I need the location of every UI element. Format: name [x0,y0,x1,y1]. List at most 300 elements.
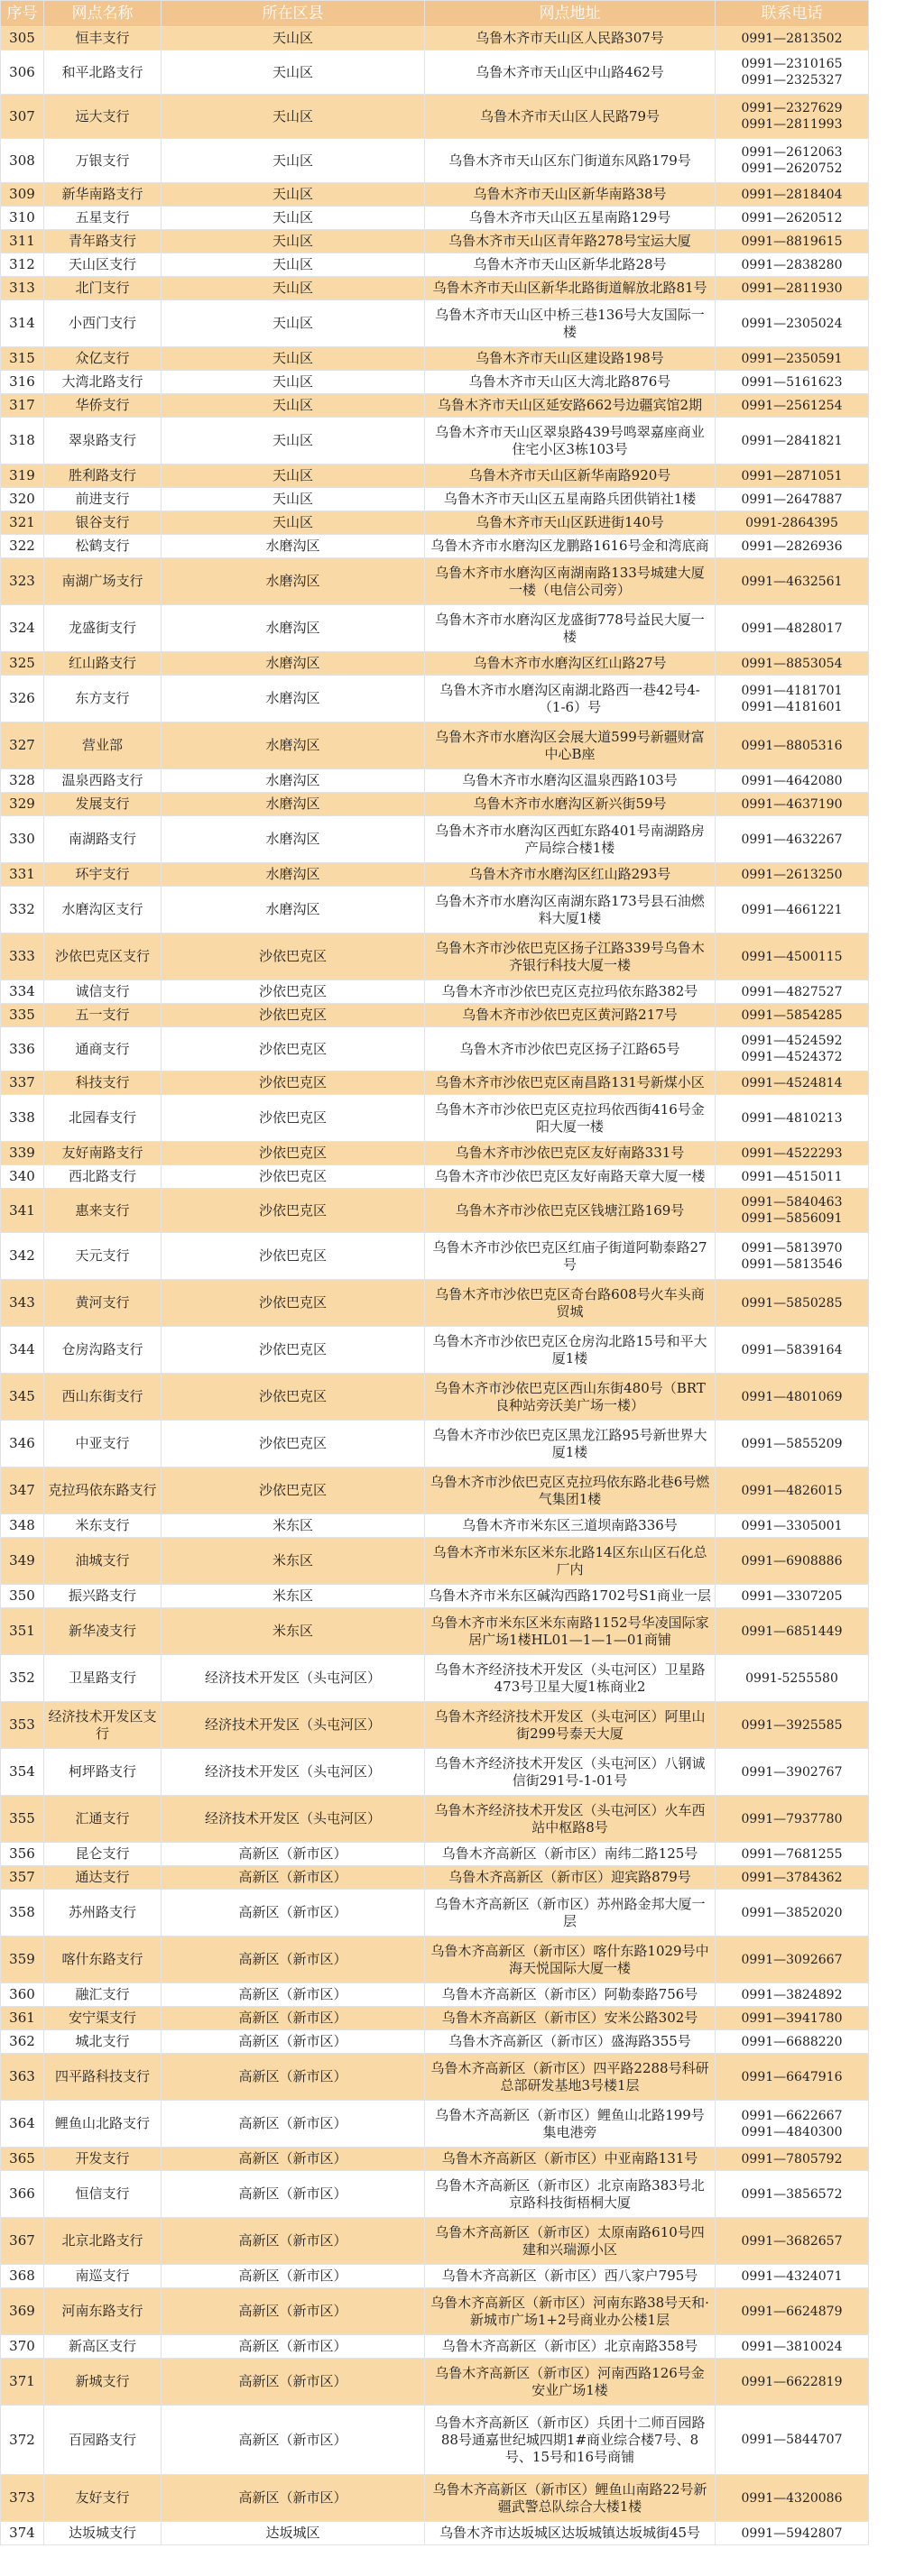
table-row [1,605,869,652]
row-index: 349 [1,1538,44,1585]
branch-name: 沙依巴克区支行 [44,934,162,980]
district: 天山区 [162,139,425,183]
row-index: 326 [1,676,44,722]
row-index: 365 [1,2148,44,2171]
table-row [1,1165,869,1189]
branch-name: 和平北路支行 [44,51,162,95]
address: 乌鲁木齐市天山区翠泉路439号鸣翠嘉座商业住宅小区3栋103号 [425,418,716,465]
branch-name: 油城支行 [44,1538,162,1585]
phone: 0991—4637190 [716,793,869,816]
branch-name: 汇通支行 [44,1796,162,1843]
branch-name: 发展支行 [44,793,162,816]
address: 乌鲁木齐市天山区新华北路街道解放北路81号 [425,277,716,300]
table-row [1,1796,869,1843]
address: 乌鲁木齐高新区（新市区）安米公路302号 [425,2007,716,2030]
table-row [1,230,869,253]
district: 沙依巴克区 [162,1189,425,1233]
row-index: 322 [1,535,44,558]
branch-name: 新城支行 [44,2359,162,2406]
address: 乌鲁木齐市沙依巴克区黑龙江路95号新世界大厦1楼 [425,1421,716,1467]
address: 乌鲁木齐市水磨沟区南湖北路西一巷42号4-（1-6）号 [425,676,716,722]
row-index: 341 [1,1189,44,1233]
address: 乌鲁木齐市沙依巴克区克拉玛依东路382号 [425,980,716,1004]
phone: 0991—4828017 [716,605,869,652]
phone: 0991—2647887 [716,488,869,511]
row-index: 359 [1,1937,44,1983]
phone: 0991—5854285 [716,1004,869,1027]
district: 高新区（新市区） [162,2359,425,2406]
branch-name: 达坂城支行 [44,2522,162,2545]
district: 天山区 [162,277,425,300]
table-row [1,465,869,488]
district: 水磨沟区 [162,605,425,652]
address: 乌鲁木齐高新区（新市区）南纬二路125号 [425,1843,716,1866]
branch-name: 温泉西路支行 [44,769,162,793]
phone: 0991—6622819 [716,2359,869,2406]
address: 乌鲁木齐市天山区东门街道东风路179号 [425,139,716,183]
address: 乌鲁木齐市水磨沟区会展大道599号新疆财富中心B座 [425,722,716,769]
phone: 0991—3305001 [716,1514,869,1538]
district: 达坂城区 [162,2522,425,2545]
table-row [1,1004,869,1027]
district: 天山区 [162,347,425,371]
district: 米东区 [162,1514,425,1538]
district: 沙依巴克区 [162,1233,425,1280]
table-row [1,1655,869,1702]
district: 沙依巴克区 [162,1421,425,1467]
district: 高新区（新市区） [162,2406,425,2475]
branch-name: 喀什东路支行 [44,1937,162,1983]
district: 沙依巴克区 [162,1004,425,1027]
address: 乌鲁木齐高新区（新市区）鲤鱼山北路199号集电港旁 [425,2101,716,2148]
table-row [1,51,869,95]
district: 高新区（新市区） [162,1937,425,1983]
address: 乌鲁木齐市沙依巴克区扬子江路339号乌鲁木齐银行科技大厦一楼 [425,934,716,980]
row-index: 311 [1,230,44,253]
row-index: 323 [1,558,44,605]
address: 乌鲁木齐市水磨沟区南湖南路133号城建大厦一楼（电信公司旁） [425,558,716,605]
row-index: 305 [1,27,44,51]
address: 乌鲁木齐市天山区大湾北路876号 [425,371,716,394]
district: 天山区 [162,300,425,347]
branch-name: 开发支行 [44,2148,162,2171]
phone: 0991—8819615 [716,230,869,253]
district: 天山区 [162,394,425,418]
row-index: 374 [1,2522,44,2545]
header-branch-name: 网点名称 [44,1,162,27]
branch-name: 中亚支行 [44,1421,162,1467]
district: 沙依巴克区 [162,1095,425,1142]
table-row [1,1142,869,1165]
address: 乌鲁木齐市沙依巴克区友好南路331号 [425,1142,716,1165]
table-row [1,2288,869,2335]
row-index: 308 [1,139,44,183]
phone: 0991—2818404 [716,183,869,207]
address: 乌鲁木齐高新区（新市区）阿勒泰路756号 [425,1983,716,2007]
address: 乌鲁木齐高新区（新市区）兵团十二师百园路88号通嘉世纪城四期1#商业综合楼7号、8号、15号和16号商铺 [425,2406,716,2475]
phone: 0991—2612063 0991—2620752 [716,139,869,183]
row-index: 306 [1,51,44,95]
district: 天山区 [162,27,425,51]
table-row [1,1538,869,1585]
row-index: 370 [1,2335,44,2359]
district: 沙依巴克区 [162,1327,425,1374]
branch-name: 北园春支行 [44,1095,162,1142]
district: 沙依巴克区 [162,1165,425,1189]
address: 乌鲁木齐市水磨沟区新兴街59号 [425,793,716,816]
row-index: 321 [1,511,44,535]
district: 天山区 [162,488,425,511]
address: 乌鲁木齐高新区（新市区）四平路2288号科研总部研发基地3号楼1层 [425,2054,716,2101]
row-index: 314 [1,300,44,347]
row-index: 356 [1,1843,44,1866]
district: 天山区 [162,418,425,465]
branch-name: 卫星路支行 [44,1655,162,1702]
address: 乌鲁木齐市米东区米东南路1152号华凌国际家居广场1楼HL01—1—1—01商铺 [425,1608,716,1655]
branch-name: 众亿支行 [44,347,162,371]
row-index: 334 [1,980,44,1004]
row-index: 335 [1,1004,44,1027]
branch-name: 南巡支行 [44,2265,162,2288]
branch-name: 振兴路支行 [44,1585,162,1608]
table-row [1,2054,869,2101]
phone: 0991—4826015 [716,1467,869,1514]
row-index: 352 [1,1655,44,1702]
address: 乌鲁木齐市天山区新华南路38号 [425,183,716,207]
phone: 0991—4524814 [716,1072,869,1095]
table-row [1,769,869,793]
phone: 0991—6908886 [716,1538,869,1585]
branch-name: 通达支行 [44,1866,162,1890]
branch-name: 仓房沟路支行 [44,1327,162,1374]
row-index: 368 [1,2265,44,2288]
phone: 0991—3902767 [716,1749,869,1796]
branch-name: 四平路科技支行 [44,2054,162,2101]
phone: 0991—4632561 [716,558,869,605]
branch-name: 东方支行 [44,676,162,722]
row-index: 312 [1,253,44,277]
branch-name: 安宁渠支行 [44,2007,162,2030]
district: 经济技术开发区（头屯河区） [162,1655,425,1702]
row-index: 345 [1,1374,44,1421]
row-index: 344 [1,1327,44,1374]
phone: 0991—5855209 [716,1421,869,1467]
branch-name: 苏州路支行 [44,1890,162,1937]
table-row [1,934,869,980]
table-row [1,980,869,1004]
row-index: 316 [1,371,44,394]
table-row [1,2522,869,2545]
branch-name: 恒丰支行 [44,27,162,51]
branch-name: 远大支行 [44,95,162,139]
table-row [1,183,869,207]
table-row [1,558,869,605]
branch-name: 百园路支行 [44,2406,162,2475]
phone: 0991—7937780 [716,1796,869,1843]
address: 乌鲁木齐市天山区延安路662号边疆宾馆2期 [425,394,716,418]
address: 乌鲁木齐高新区（新市区）太原南路610号四建和兴瑞源小区 [425,2218,716,2265]
row-index: 315 [1,347,44,371]
phone: 0991-5255580 [716,1655,869,1702]
table-row [1,2265,869,2288]
row-index: 351 [1,1608,44,1655]
branch-name: 银谷支行 [44,511,162,535]
table-row [1,1702,869,1749]
district: 沙依巴克区 [162,1280,425,1327]
address: 乌鲁木齐市天山区中山路462号 [425,51,716,95]
branch-name: 万银支行 [44,139,162,183]
address: 乌鲁木齐经济技术开发区（头屯河区）八钢诚信街291号-1-01号 [425,1749,716,1796]
district: 沙依巴克区 [162,980,425,1004]
address: 乌鲁木齐高新区（新市区）鲤鱼山南路22号新疆武警总队综合大楼1楼 [425,2475,716,2522]
address: 乌鲁木齐高新区（新市区）西八家户795号 [425,2265,716,2288]
table-row [1,418,869,465]
address: 乌鲁木齐市沙依巴克区红庙子街道阿勒泰路27号 [425,1233,716,1280]
district: 水磨沟区 [162,676,425,722]
table-row [1,887,869,934]
row-index: 340 [1,1165,44,1189]
phone: 0991—6624879 [716,2288,869,2335]
phone: 0991—5813970 0991—5813546 [716,1233,869,1280]
phone: 0991—2561254 [716,394,869,418]
table-row [1,2148,869,2171]
row-index: 362 [1,2030,44,2054]
phone: 0991—3682657 [716,2218,869,2265]
branch-name: 北京北路支行 [44,2218,162,2265]
branch-name: 友好支行 [44,2475,162,2522]
district: 沙依巴克区 [162,1467,425,1514]
district: 高新区（新市区） [162,1843,425,1866]
branch-name: 小西门支行 [44,300,162,347]
table-row [1,371,869,394]
address: 乌鲁木齐市天山区中桥三巷136号大友国际一楼 [425,300,716,347]
row-index: 307 [1,95,44,139]
address: 乌鲁木齐高新区（新市区）喀什东路1029号中海天悦国际大厦一楼 [425,1937,716,1983]
table-row [1,1421,869,1467]
table-row [1,676,869,722]
district: 米东区 [162,1538,425,1585]
district: 高新区（新市区） [162,1866,425,1890]
phone: 0991—4515011 [716,1165,869,1189]
address: 乌鲁木齐市天山区五星南路129号 [425,207,716,230]
district: 经济技术开发区（头屯河区） [162,1702,425,1749]
phone: 0991—3824892 [716,1983,869,2007]
branch-name: 龙盛街支行 [44,605,162,652]
address: 乌鲁木齐市沙依巴克区钱塘江路169号 [425,1189,716,1233]
table-row [1,1280,869,1327]
phone: 0991—2620512 [716,207,869,230]
branch-name: 鲤鱼山北路支行 [44,2101,162,2148]
branch-name: 融汇支行 [44,1983,162,2007]
row-index: 313 [1,277,44,300]
district: 天山区 [162,511,425,535]
table-row [1,347,869,371]
phone: 0991—4827527 [716,980,869,1004]
district: 水磨沟区 [162,863,425,887]
district: 水磨沟区 [162,535,425,558]
district: 沙依巴克区 [162,934,425,980]
table-header-row [1,1,869,27]
district: 水磨沟区 [162,769,425,793]
address: 乌鲁木齐市水磨沟区温泉西路103号 [425,769,716,793]
phone: 0991—2813502 [716,27,869,51]
address: 乌鲁木齐市水磨沟区西虹东路401号南湖路房产局综合楼1楼 [425,816,716,863]
address: 乌鲁木齐市天山区新华北路28号 [425,253,716,277]
district: 天山区 [162,95,425,139]
branch-name: 环宇支行 [44,863,162,887]
district: 高新区（新市区） [162,1890,425,1937]
table-row [1,1983,869,2007]
address: 乌鲁木齐市沙依巴克区奇台路608号火车头商贸城 [425,1280,716,1327]
district: 沙依巴克区 [162,1027,425,1072]
phone: 0991—8853054 [716,652,869,676]
row-index: 353 [1,1702,44,1749]
address: 乌鲁木齐市水磨沟区龙盛街778号益民大厦一楼 [425,605,716,652]
branch-name: 经济技术开发区支行 [44,1702,162,1749]
table-row [1,511,869,535]
row-index: 328 [1,769,44,793]
district: 天山区 [162,465,425,488]
row-index: 348 [1,1514,44,1538]
phone: 0991—3810024 [716,2335,869,2359]
phone: 0991—2350591 [716,347,869,371]
district: 天山区 [162,253,425,277]
table-row [1,1027,869,1072]
table-body [1,27,869,2545]
address: 乌鲁木齐经济技术开发区（头屯河区）卫星路473号卫星大厦1栋商业2 [425,1655,716,1702]
district: 高新区（新市区） [162,2148,425,2171]
table-row [1,394,869,418]
address: 乌鲁木齐市米东区米东北路14区东山区石化总厂内 [425,1538,716,1585]
address: 乌鲁木齐市天山区跃进街140号 [425,511,716,535]
phone: 0991—4324071 [716,2265,869,2288]
district: 沙依巴克区 [162,1374,425,1421]
row-index: 320 [1,488,44,511]
row-index: 332 [1,887,44,934]
branch-name: 南湖路支行 [44,816,162,863]
address: 乌鲁木齐市沙依巴克区克拉玛依西街416号金阳大厦一楼 [425,1095,716,1142]
branch-name: 新华南路支行 [44,183,162,207]
row-index: 329 [1,793,44,816]
branch-name: 克拉玛依东路支行 [44,1467,162,1514]
phone: 0991—3092667 [716,1937,869,1983]
phone: 0991—2826936 [716,535,869,558]
table-row [1,535,869,558]
table-row [1,2030,869,2054]
district: 水磨沟区 [162,652,425,676]
branch-name: 营业部 [44,722,162,769]
table-row [1,793,869,816]
district: 经济技术开发区（头屯河区） [162,1796,425,1843]
row-index: 360 [1,1983,44,2007]
branch-name: 城北支行 [44,2030,162,2054]
branch-name: 西山东街支行 [44,1374,162,1421]
district: 高新区（新市区） [162,2288,425,2335]
table-row [1,2359,869,2406]
table-row [1,2218,869,2265]
phone: 0991—6622667 0991—4840300 [716,2101,869,2148]
phone: 0991—3307205 [716,1585,869,1608]
address: 乌鲁木齐高新区（新市区）北京南路358号 [425,2335,716,2359]
address: 乌鲁木齐市米东区三道坝南路336号 [425,1514,716,1538]
row-index: 324 [1,605,44,652]
branch-name: 南湖广场支行 [44,558,162,605]
branch-name: 昆仑支行 [44,1843,162,1866]
address: 乌鲁木齐经济技术开发区（头屯河区）阿里山街299号泰天大厦 [425,1702,716,1749]
phone: 0991—5942807 [716,2522,869,2545]
address: 乌鲁木齐高新区（新市区）苏州路金邦大厦一层 [425,1890,716,1937]
branch-name: 翠泉路支行 [44,418,162,465]
table-row [1,2101,869,2148]
district: 沙依巴克区 [162,1072,425,1095]
row-index: 346 [1,1421,44,1467]
address: 乌鲁木齐高新区（新市区）河南西路126号金安业广场1楼 [425,2359,716,2406]
phone: 0991—2838280 [716,253,869,277]
table-row [1,1866,869,1890]
table-row [1,1585,869,1608]
table-row [1,863,869,887]
phone: 0991—6851449 [716,1608,869,1655]
table-row [1,1233,869,1280]
row-index: 372 [1,2406,44,2475]
table-row [1,277,869,300]
address: 乌鲁木齐市天山区建设路198号 [425,347,716,371]
phone: 0991—4500115 [716,934,869,980]
branch-name: 惠来支行 [44,1189,162,1233]
address: 乌鲁木齐市沙依巴克区扬子江路65号 [425,1027,716,1072]
district: 高新区（新市区） [162,1983,425,2007]
table-row [1,139,869,183]
phone: 0991—5844707 [716,2406,869,2475]
address: 乌鲁木齐市沙依巴克区克拉玛依东路北巷6号燃气集团1楼 [425,1467,716,1514]
branch-name: 五星支行 [44,207,162,230]
district: 高新区（新市区） [162,2475,425,2522]
phone: 0991—3784362 [716,1866,869,1890]
row-index: 325 [1,652,44,676]
table-row [1,2335,869,2359]
row-index: 331 [1,863,44,887]
table-row [1,2007,869,2030]
row-index: 317 [1,394,44,418]
address: 乌鲁木齐市天山区五星南路兵团供销社1楼 [425,488,716,511]
table-row [1,2475,869,2522]
phone: 0991—4181701 0991—4181601 [716,676,869,722]
district: 天山区 [162,371,425,394]
address: 乌鲁木齐市米东区碱沟西路1702号S1商业一层 [425,1585,716,1608]
table-row [1,2406,869,2475]
district: 水磨沟区 [162,722,425,769]
address: 乌鲁木齐高新区（新市区）迎宾路879号 [425,1866,716,1890]
branch-name: 水磨沟区支行 [44,887,162,934]
branch-name: 西北路支行 [44,1165,162,1189]
phone: 0991—2871051 [716,465,869,488]
branch-name: 胜利路支行 [44,465,162,488]
table-row [1,1467,869,1514]
branch-name: 恒信支行 [44,2171,162,2218]
table-row [1,1327,869,1374]
table-row [1,816,869,863]
address: 乌鲁木齐市天山区人民路307号 [425,27,716,51]
table-row [1,253,869,277]
district: 经济技术开发区（头屯河区） [162,1749,425,1796]
address: 乌鲁木齐高新区（新市区）中亚南路131号 [425,2148,716,2171]
address: 乌鲁木齐市水磨沟区龙鹏路1616号金和湾底商 [425,535,716,558]
table-row [1,207,869,230]
district: 天山区 [162,51,425,95]
district: 天山区 [162,230,425,253]
row-index: 343 [1,1280,44,1327]
table-row [1,1514,869,1538]
